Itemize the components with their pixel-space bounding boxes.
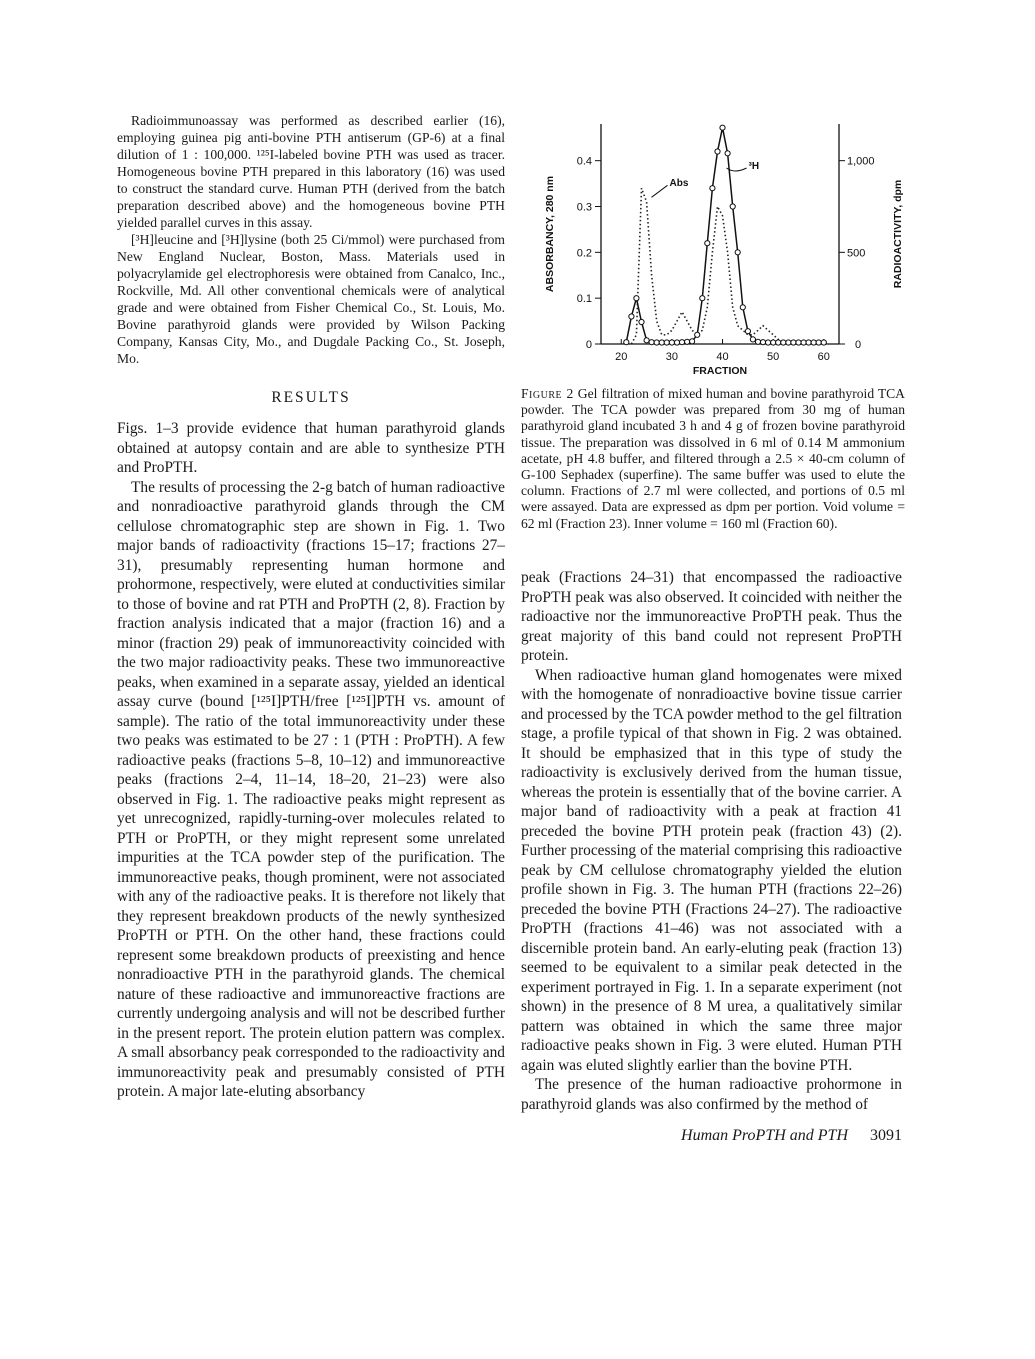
h3-series-label: ³H: [748, 160, 760, 172]
methods-paragraph-materials: [³H]leucine and [³H]lysine (both 25 Ci/mmol) were purchased from New England Nuclear, Boston, Mass. Materials used in polyacrylamide gel electrophoresis were obtained from Canalco, Inc., Rockville, Md. All other conventional chemicals were of analytical grade and were obtained from Fisher Chemical Co., St. Louis, Mo. Bovine parathyroid glands were provided by Wilson Packing Company, Kansas City, Mo., and Dugdale Packing Co., St. Joseph, Mo.: [117, 232, 505, 366]
h3-point: [776, 340, 781, 345]
right-column: [521, 568, 902, 1114]
h3-point: [669, 340, 674, 345]
h3-point: [771, 340, 776, 345]
h3-point: [690, 339, 695, 344]
h3-point: [705, 241, 710, 246]
page-number: 3091: [870, 1127, 902, 1144]
h3-point: [740, 305, 745, 310]
y-tick-label: 0.4: [576, 155, 592, 168]
h3-point: [634, 296, 639, 301]
h3-point: [766, 340, 771, 345]
h3-point: [786, 340, 791, 345]
h3-point: [720, 125, 725, 130]
h3-point: [816, 340, 821, 345]
y2-tick-label: 0: [855, 339, 862, 351]
h3-point: [664, 340, 669, 345]
h3-point: [629, 314, 634, 319]
h3-point: [644, 338, 649, 343]
h3-point: [639, 319, 644, 324]
right-paragraph-presence: The presence of the human radioactive prohormone in parathyroid glands was also confirmed by the method of: [521, 1076, 902, 1113]
results-paragraph-main: The results of processing the 2-g batch of human radioactive and nonradioactive parathyroid glands through the CM cellulose chromatographic step are shown in Fig. 1. Two major bands of radioactivity (fractions 15–17; fractions 27–31), presumably representing human hormone and prohormone, respectively, were eluted at conductivities similar to those of bovine and rat PTH and ProPTH (2, 8). Fraction by fraction analysis indicated that a major (fraction 16) and a minor (fraction 29) peak of immunoreactivity coincided with the two major radioactivity peaks. These two immunoreactive peaks, when examined in a separate assay, yielded an identical assay curve (bound [¹²⁵I]PTH/free [¹²⁵I]PTH vs. amount of sample). The ratio of the total immunoreactivity under these two peaks was estimated to be 27 : 1 (PTH : ProPTH). A few radioactive peaks (fractions 5–8, 10–12) and immunoreactive peaks (fractions 2–4, 11–14, 18–20, 21–23) were also observed in Fig. 1. The radioactive peaks might represent as yet unrecognized, rapidly-turning-over molecules related to PTH or ProPTH, or they might represent some unrelated impurities at the TCA powder step of the purification. The immunoreactive peaks, though prominent, were not associated with any of the radioactive peaks. It is therefore not likely that they represent breakdown products of the newly synthesized ProPTH or PTH. On the other hand, these fractions could represent some breakdown products of preexisting and hence nonradioactive PTH in the parathyroid glands. The chemical nature of these radioactive and immunoreactive fractions are currently undergoing analysis and will not be described further in the present report. The protein elution pattern was complex. A small absorbancy peak corresponded to the radioactivity and immunoreactivity peak and presumably consisted of PTH protein. A major late-eluting absorbancy: [117, 478, 505, 1100]
h3-point: [745, 329, 750, 334]
right-paragraph-continuation: peak (Fractions 24–31) that encompassed the radioactive ProPTH peak was also observed. It coincided with neither the radioactive nor the immunoreactive ProPTH peak. Thus the great majority of this band could not represent ProPTH protein.: [521, 569, 902, 664]
h3-point: [674, 340, 679, 345]
h3-point: [730, 204, 735, 209]
left-column: [117, 112, 505, 1102]
x-tick-label: 40: [716, 351, 729, 363]
h3-point: [801, 340, 806, 345]
y2-tick-label: 500: [847, 247, 866, 260]
running-title: Human ProPTH and PTH: [681, 1127, 848, 1144]
figure-caption: [521, 386, 905, 532]
x-tick-label: 60: [817, 351, 830, 363]
results-paragraph-intro: Figs. 1–3 provide evidence that human parathyroid glands obtained at autopsy contain and are able to synthesize PTH and ProPTH.: [117, 420, 505, 476]
h3-point: [806, 340, 811, 345]
x-tick-label: 20: [615, 351, 628, 363]
h3-point: [750, 337, 755, 342]
y2-axis-label: RADIOACTIVITY, dpm: [892, 179, 904, 289]
y-tick-label: 0.2: [576, 247, 592, 260]
figure-2: [521, 112, 921, 382]
h3-point: [695, 332, 700, 337]
x-tick-label: 30: [665, 351, 679, 363]
h3-point: [781, 340, 786, 345]
figure-2-chart: [521, 112, 921, 382]
h3-point: [791, 340, 796, 345]
h3-point: [755, 339, 760, 344]
page-footer: [612, 1127, 902, 1145]
h3-point: [649, 340, 654, 345]
figure-caption-text: Gel filtration of mixed human and bovine parathyroid TCA powder. The TCA powder was prepared from 30 mg of human parathyroid gland incubated 3 h and 4 g of frozen bovine parathyroid tissue. The preparation was dissolved in 6 ml of 0.14 M ammonium acetate, pH 4.8 buffer, and filtered through a 2.5 × 40-cm column of G-100 Sephadex (superfine). The same buffer was used to elute the column. Fractions of 2.7 ml were collected, and portions of 0.5 ml were assayed. Data are expressed as dpm per portion. Void volume = 62 ml (Fraction 23). Inner volume = 160 ml (Fraction 60).: [521, 386, 906, 531]
y-tick-label: 0: [585, 339, 592, 351]
h3-point: [654, 340, 659, 345]
h3-point: [685, 339, 690, 344]
y-axis-label: ABSORBANCY, 280 nm: [544, 175, 556, 293]
y-tick-label: 0.3: [576, 201, 592, 214]
h3-point: [796, 340, 801, 345]
chart-ticks: [577, 156, 875, 363]
y2-tick-label: 1,000: [847, 155, 875, 168]
chart-axes: [601, 124, 839, 344]
y-tick-label: 0.1: [576, 293, 592, 306]
h3-point: [725, 151, 730, 156]
h3-point: [624, 340, 629, 345]
h3-point: [710, 186, 715, 191]
series-abs: [631, 188, 823, 344]
results-heading: RESULTS: [271, 389, 351, 406]
h3-point: [659, 340, 664, 345]
abs-line: [631, 188, 823, 344]
x-axis-label: FRACTION: [692, 365, 748, 377]
figure-caption-label: Figure 2: [521, 386, 574, 401]
abs-pointer: [652, 185, 668, 197]
abs-series-label: Abs: [669, 177, 689, 189]
h3-point: [811, 340, 816, 345]
h3-point: [735, 250, 740, 255]
h3-point: [760, 340, 765, 345]
h3-point: [679, 340, 684, 345]
x-tick-label: 50: [767, 351, 780, 363]
h3-point: [700, 296, 705, 301]
h3-point: [821, 340, 826, 345]
right-paragraph-gel: When radioactive human gland homogenates were mixed with the homogenate of nonradioactive bovine tissue carrier and processed by the TCA powder method to the gel filtration stage, a profile typical of that shown in Fig. 2 was obtained. It should be emphasized that in this type of study the radioactivity is exclusively derived from the human tissue, whereas the protein is essentially that of the bovine carrier. A major band of radioactivity with a peak at fraction 41 preceded the bovine PTH protein peak (fraction 43) (2). Further processing of the material comprising this radioactive peak by CM cellulose chromatography yielded the elution profile shown in Fig. 3. The human PTH (fractions 22–26) preceded the bovine PTH (Fractions 24–27). The radioactive ProPTH (fractions 41–46) was not associated with a discernible protein band. An early-eluting peak (fraction 13) seemed to be equivalent to a similar peak detected in the experiment portrayed in Fig. 1. In a separate experiment (not shown) in the presence of 8 M urea, a qualitatively similar pattern was obtained in which the same three major radioactive peaks shown in Fig. 3 were eluted. Human PTH again was eluted slightly earlier than the bovine PTH.: [521, 666, 902, 1074]
h3-point: [715, 149, 720, 154]
methods-paragraph-ria: Radioimmunoassay was performed as described earlier (16), employing guinea pig anti-bovine PTH antiserum (GP-6) at a final dilution of 1 : 100,000. ¹²⁵I-labeled bovine PTH was used as tracer. Homogeneous bovine PTH prepared in this laboratory (16) was used to construct the standard curve. Human PTH (derived from the batch preparation described above) and the homogeneous bovine PTH yielded parallel curves in this assay.: [117, 113, 505, 230]
